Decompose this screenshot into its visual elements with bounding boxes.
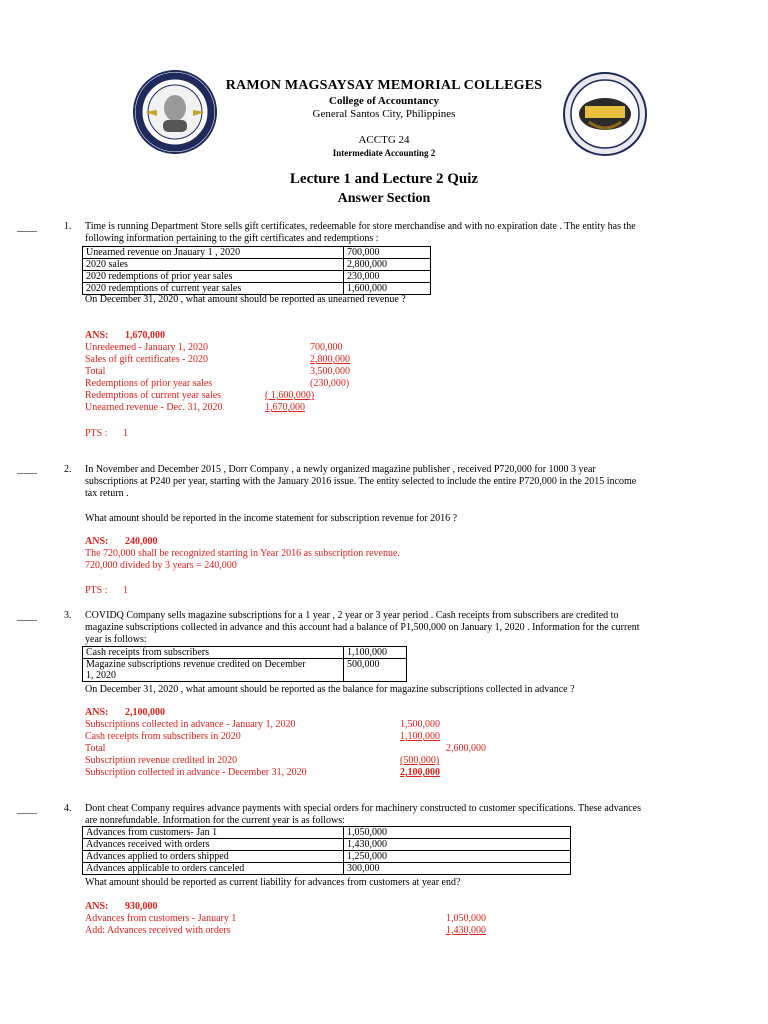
question-text: In November and December 2015 , Dorr Company , a newly organized magazine publisher , received P720,000 for 1000 3 year xyxy=(85,464,596,475)
work-value: 700,000 xyxy=(310,342,343,353)
table-cell: Advances from customers- Jan 1 xyxy=(83,827,344,839)
table-row xyxy=(83,827,571,839)
department: College of Accountancy xyxy=(329,95,439,107)
question-prompt: What amount should be reported in the income statement for subscription revenue for 2016 ? xyxy=(85,513,458,524)
page-subtitle: Answer Section xyxy=(337,191,431,206)
work-label: Add: Advances received with orders xyxy=(85,925,231,936)
table-row xyxy=(83,247,431,259)
table-row xyxy=(83,851,571,863)
data-table xyxy=(82,246,431,295)
work-label: Unredeemed - January 1, 2020 xyxy=(85,342,209,353)
question-number: 1. xyxy=(64,221,72,232)
question-text: Time is running Department Store sells gift certificates, redeemable for store merchandise and with no expiration date . The entity has the xyxy=(85,221,636,232)
answer-explanation: 720,000 divided by 3 years = 240,000 xyxy=(85,560,237,571)
answer-label: ANS: xyxy=(85,901,109,912)
points-label: PTS : xyxy=(85,585,108,596)
work-label: Unearned revenue - Dec. 31, 2020 xyxy=(85,402,223,413)
points-label: PTS : xyxy=(85,428,108,439)
work-value: ( 1,600,000) xyxy=(265,390,315,401)
table-cell: 1,100,000 xyxy=(344,647,407,659)
course-name: Intermediate Accounting 2 xyxy=(332,148,436,158)
answer-value: 240,000 xyxy=(125,536,158,547)
work-label: Redemptions of prior year sales xyxy=(85,378,213,389)
table-cell: 230,000 xyxy=(344,271,431,283)
answer-value: 1,670,000 xyxy=(125,330,165,341)
location: General Santos City, Philippines xyxy=(312,108,456,120)
table-row xyxy=(83,659,407,682)
table-cell-line: 1, 2020 xyxy=(86,670,116,681)
table-cell xyxy=(83,659,344,682)
table-cell: 700,000 xyxy=(344,247,431,259)
work-label: Total xyxy=(85,366,106,377)
answer-label: ANS: xyxy=(85,707,109,718)
work-value: 1,500,000 xyxy=(400,719,440,730)
course-code: ACCTG 24 xyxy=(358,134,410,146)
table-row xyxy=(83,283,431,295)
work-value: 2,800,000 xyxy=(310,354,350,365)
question-text: following information pertaining to the gift certificates and redemptions : xyxy=(85,233,379,244)
table-cell: 2020 sales xyxy=(83,259,344,271)
table-row xyxy=(83,271,431,283)
work-label: Subscriptions collected in advance - January 1, 2020 xyxy=(85,719,296,730)
work-value: (500,000) xyxy=(400,755,440,766)
question-text: tax return . xyxy=(85,488,129,499)
question-number: 2. xyxy=(64,464,72,475)
question-number: 4. xyxy=(64,803,72,814)
work-value: 1,430,000 xyxy=(446,925,486,936)
question-text: year is follows: xyxy=(85,634,147,645)
question-prompt: On December 31, 2020 , what amount should be reported as the balance for magazine subscriptions collected in advance ? xyxy=(85,684,575,695)
work-label: Redemptions of current year sales xyxy=(85,390,222,401)
work-label: Advances from customers - January 1 xyxy=(85,913,237,924)
question-text: Dont cheat Company requires advance payments with special orders for machinery constructed to customer specifications. These advances xyxy=(85,803,642,814)
table-cell: 2020 redemptions of prior year sales xyxy=(83,271,344,283)
answer-label: ANS: xyxy=(85,330,109,341)
work-label: Subscription revenue credited in 2020 xyxy=(85,755,238,766)
answer-value: 2,100,000 xyxy=(125,707,165,718)
work-value: 2,100,000 xyxy=(400,767,440,778)
points-value: 1 xyxy=(123,585,128,596)
work-value: 1,670,000 xyxy=(265,402,305,413)
question-number: 3. xyxy=(64,610,72,621)
answer-blank: ____ xyxy=(17,804,37,815)
table-cell: 1,250,000 xyxy=(344,851,571,863)
page-title: Lecture 1 and Lecture 2 Quiz xyxy=(289,171,479,187)
work-label: Sales of gift certificates - 2020 xyxy=(85,354,209,365)
table-cell: 1,430,000 xyxy=(344,839,571,851)
work-value: 3,500,000 xyxy=(310,366,350,377)
table-row xyxy=(83,839,571,851)
table-row xyxy=(83,863,571,875)
table-cell: Advances received with orders xyxy=(83,839,344,851)
question-prompt: On December 31, 2020 , what amount should be reported as unearned revenue ? xyxy=(85,294,406,305)
question-prompt: What amount should be reported as current liability for advances from customers at year end? xyxy=(85,877,461,888)
table-cell: 1,600,000 xyxy=(344,283,431,295)
data-table xyxy=(82,826,571,875)
answer-blank: ____ xyxy=(17,611,37,622)
answer-value: 930,000 xyxy=(125,901,158,912)
table-cell: 500,000 xyxy=(344,659,407,682)
table-cell: Unearned revenue on Jnauary 1 , 2020 xyxy=(83,247,344,259)
work-value: 1,100,000 xyxy=(400,731,440,742)
answer-blank: ____ xyxy=(17,464,37,475)
table-row xyxy=(83,647,407,659)
table-cell: 2020 redemptions of current year sales xyxy=(83,283,344,295)
work-label: Total xyxy=(85,743,106,754)
table-cell: 1,050,000 xyxy=(344,827,571,839)
table-row xyxy=(83,259,431,271)
answer-blank: ____ xyxy=(17,222,37,233)
work-value: 2,600,000 xyxy=(446,743,486,754)
work-label: Subscription collected in advance - December 31, 2020 xyxy=(85,767,307,778)
table-cell-line: Magazine subscriptions revenue credited on December xyxy=(86,659,306,670)
question-text: magazine subscriptions collected in advance and this account had a balance of P1,500,000 on January 1, 2020 . Information for the current xyxy=(85,622,640,633)
points-value: 1 xyxy=(123,428,128,439)
work-label: Cash receipts from subscribers in 2020 xyxy=(85,731,241,742)
question-text: COVIDQ Company sells magazine subscriptions for a 1 year , 2 year or 3 year period . Cash receipts from subscribers are credited to xyxy=(85,610,619,621)
table-cell: 300,000 xyxy=(344,863,571,875)
table-cell: Advances applied to orders shipped xyxy=(83,851,344,863)
table-cell: Cash receipts from subscribers xyxy=(83,647,344,659)
answer-explanation: The 720,000 shall be recognized starting in Year 2016 as subscription revenue. xyxy=(85,548,400,559)
data-table xyxy=(82,646,407,682)
question-text: subscriptions at P240 per year, starting with the January 2016 issue. The entity selected to include the entire P720,000 in the 2015 income xyxy=(85,476,637,487)
question-text: are nonrefundable. Information for the current year is as follows: xyxy=(85,815,345,826)
work-value: 1,050,000 xyxy=(446,913,486,924)
work-value: (230,000) xyxy=(310,378,350,389)
table-cell: Advances applicable to orders canceled xyxy=(83,863,344,875)
answer-label: ANS: xyxy=(85,536,109,547)
college-name: RAMON MAGSAYSAY MEMORIAL COLLEGES xyxy=(225,78,543,93)
table-cell: 2,800,000 xyxy=(344,259,431,271)
